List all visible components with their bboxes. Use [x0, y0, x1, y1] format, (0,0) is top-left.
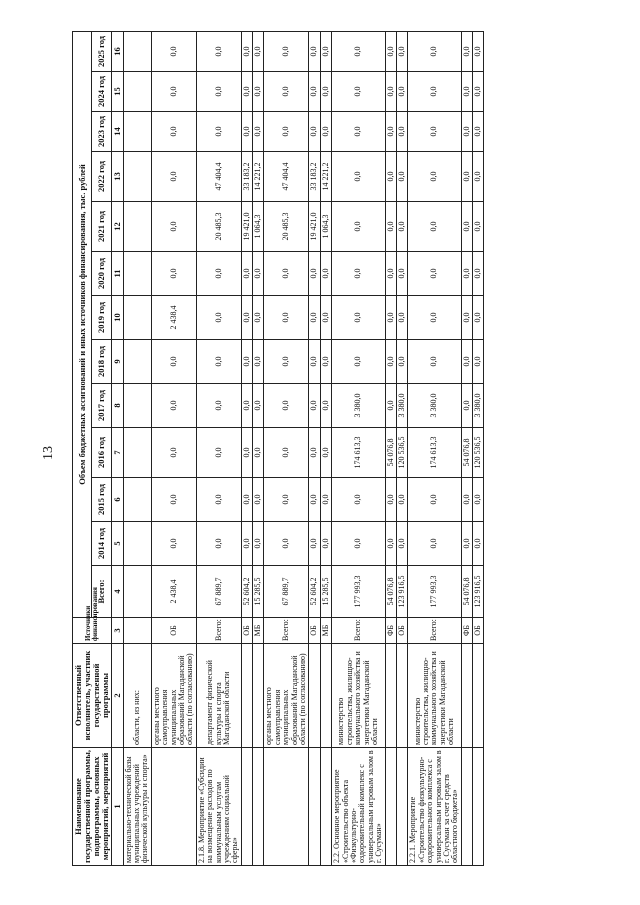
row-value — [123, 31, 151, 71]
row-value: 0,0 — [196, 252, 241, 296]
row-value: 0,0 — [408, 31, 461, 71]
column-number: 10 — [111, 296, 123, 340]
row-value: 0,0 — [264, 112, 309, 152]
row-value: 0,0 — [309, 252, 320, 296]
row-value: 0,0 — [408, 152, 461, 202]
row-value: 0,0 — [151, 152, 196, 202]
row-value: 47 404,4 — [196, 152, 241, 202]
row-value: 0,0 — [151, 72, 196, 112]
header-year: 2020 год — [92, 252, 111, 296]
row-value: 0,0 — [264, 72, 309, 112]
row-value: 0,0 — [408, 112, 461, 152]
row-value: 0,0 — [461, 252, 472, 296]
table-row — [461, 31, 472, 865]
row-name — [473, 748, 484, 866]
row-value: 0,0 — [253, 31, 264, 71]
table-container — [72, 34, 597, 866]
row-value: 0,0 — [385, 252, 396, 296]
row-executor — [320, 644, 331, 748]
table-row — [241, 31, 252, 865]
row-value: 120 536,5 — [396, 428, 407, 478]
row-source: Всего: — [264, 618, 309, 644]
row-value: 0,0 — [196, 522, 241, 566]
column-number: 11 — [111, 252, 123, 296]
row-source: МБ — [253, 618, 264, 644]
column-number: 8 — [111, 384, 123, 428]
column-number: 3 — [111, 618, 123, 644]
table-row — [151, 31, 196, 865]
header-name: Наименование государственной программы, подпрограммы, основных мероприятий, мероприятий — [73, 748, 112, 866]
row-value: 0,0 — [408, 202, 461, 252]
row-value: 0,0 — [408, 296, 461, 340]
row-value: 0,0 — [320, 340, 331, 384]
row-value: 123 916,5 — [396, 566, 407, 618]
row-value: 0,0 — [320, 112, 331, 152]
table-row — [332, 31, 385, 865]
row-value: 0,0 — [196, 478, 241, 522]
table-row — [264, 31, 309, 865]
row-value: 0,0 — [264, 252, 309, 296]
row-value: 0,0 — [332, 478, 385, 522]
row-value: 177 993,3 — [408, 566, 461, 618]
row-value: 20 485,3 — [196, 202, 241, 252]
row-executor: области, из них: — [123, 644, 151, 748]
row-value: 47 404,4 — [264, 152, 309, 202]
row-value: 0,0 — [461, 478, 472, 522]
row-value: 0,0 — [473, 152, 484, 202]
row-value: 0,0 — [241, 428, 252, 478]
row-value: 0,0 — [241, 340, 252, 384]
row-value: 0,0 — [473, 478, 484, 522]
row-value — [123, 202, 151, 252]
row-value: 0,0 — [461, 31, 472, 71]
header-year: 2024 год — [92, 72, 111, 112]
row-value: 174 613,3 — [332, 428, 385, 478]
row-value: 0,0 — [473, 112, 484, 152]
row-executor — [253, 644, 264, 748]
row-source: ФБ — [385, 618, 396, 644]
row-value: 0,0 — [461, 340, 472, 384]
column-number: 9 — [111, 340, 123, 384]
row-value: 0,0 — [241, 72, 252, 112]
row-value: 3 380,0 — [396, 384, 407, 428]
row-source: Всего: — [196, 618, 241, 644]
row-name: 2.2. Основное мероприятие «Строительство объекта «Физкультурно-оздоровительный комплекс с универсальным игровым залом в г. Сусуман» — [332, 748, 385, 866]
row-executor: органы местного самоуправления муниципальных образований Магаданской области (по согласованию) — [264, 644, 309, 748]
row-name: 2.1.8. Мероприятие «Субсидии на возмещение расходов по коммунальным услугам учреждениям социальной сферы» — [196, 748, 241, 866]
row-name — [396, 748, 407, 866]
row-value — [123, 340, 151, 384]
row-value: 33 183,2 — [241, 152, 252, 202]
row-value: 0,0 — [461, 152, 472, 202]
row-source: МБ — [320, 618, 331, 644]
row-executor — [309, 644, 320, 748]
row-value: 3 380,0 — [408, 384, 461, 428]
row-value — [123, 384, 151, 428]
row-value: 0,0 — [264, 384, 309, 428]
header-group-title: Объем бюджетных ассигнований и иных источников финансирования, тыс. рублей — [73, 31, 92, 617]
row-executor — [461, 644, 472, 748]
header-year: 2025 год — [92, 31, 111, 71]
row-value: 0,0 — [151, 478, 196, 522]
row-value: 0,0 — [332, 31, 385, 71]
row-value: 0,0 — [385, 152, 396, 202]
row-value: 0,0 — [264, 428, 309, 478]
column-number: 12 — [111, 202, 123, 252]
header-year: 2016 год — [92, 428, 111, 478]
row-value: 0,0 — [396, 252, 407, 296]
row-value: 0,0 — [196, 340, 241, 384]
table-row — [408, 31, 461, 865]
row-value: 0,0 — [253, 522, 264, 566]
row-value: 14 221,2 — [253, 152, 264, 202]
row-value: 19 421,0 — [241, 202, 252, 252]
column-number: 15 — [111, 72, 123, 112]
row-value: 0,0 — [241, 112, 252, 152]
row-value: 0,0 — [385, 202, 396, 252]
row-name — [385, 748, 396, 866]
row-executor — [473, 644, 484, 748]
row-name — [253, 748, 264, 866]
row-value: 0,0 — [396, 296, 407, 340]
row-value: 0,0 — [385, 340, 396, 384]
row-name — [309, 748, 320, 866]
row-value: 0,0 — [196, 384, 241, 428]
row-value: 0,0 — [253, 384, 264, 428]
page-number: 13 — [41, 446, 56, 460]
row-value: 0,0 — [473, 202, 484, 252]
row-value — [123, 72, 151, 112]
row-value: 2 438,4 — [151, 296, 196, 340]
header-year: 2014 год — [92, 522, 111, 566]
column-number: 6 — [111, 478, 123, 522]
row-value: 0,0 — [151, 31, 196, 71]
row-source: ОБ — [309, 618, 320, 644]
row-value: 0,0 — [385, 478, 396, 522]
row-value: 67 889,7 — [196, 566, 241, 618]
row-value: 0,0 — [461, 202, 472, 252]
row-value: 0,0 — [264, 522, 309, 566]
row-name: материально-технической базы муниципальных учреждений физической культуры и спорта» — [123, 748, 151, 866]
row-value: 0,0 — [461, 112, 472, 152]
row-value: 0,0 — [264, 31, 309, 71]
row-value: 0,0 — [253, 428, 264, 478]
row-value: 0,0 — [396, 72, 407, 112]
row-value: 0,0 — [396, 112, 407, 152]
row-value: 15 285,5 — [320, 566, 331, 618]
row-value: 0,0 — [253, 112, 264, 152]
row-value: 0,0 — [320, 522, 331, 566]
row-value: 0,0 — [196, 296, 241, 340]
table-row — [396, 31, 407, 865]
row-source — [123, 618, 151, 644]
row-value: 0,0 — [473, 31, 484, 71]
row-value: 0,0 — [332, 522, 385, 566]
header-executor: Ответственный исполнитель, участник государственной программы — [73, 644, 112, 748]
row-value: 0,0 — [253, 252, 264, 296]
row-value: 0,0 — [408, 72, 461, 112]
row-value: 0,0 — [241, 522, 252, 566]
row-value: 0,0 — [309, 522, 320, 566]
row-value: 0,0 — [309, 112, 320, 152]
row-value: 0,0 — [473, 296, 484, 340]
row-value: 0,0 — [396, 478, 407, 522]
row-value: 0,0 — [309, 428, 320, 478]
row-value: 0,0 — [461, 384, 472, 428]
row-value: 0,0 — [332, 296, 385, 340]
row-value: 0,0 — [473, 72, 484, 112]
row-value: 0,0 — [320, 428, 331, 478]
column-number: 5 — [111, 522, 123, 566]
row-value: 0,0 — [151, 384, 196, 428]
row-value: 3 380,0 — [332, 384, 385, 428]
row-value: 19 421,0 — [309, 202, 320, 252]
row-value: 3 380,0 — [473, 384, 484, 428]
row-value: 0,0 — [385, 384, 396, 428]
row-value: 0,0 — [396, 152, 407, 202]
row-value: 52 604,2 — [309, 566, 320, 618]
header-year: 2019 год — [92, 296, 111, 340]
row-value: 0,0 — [309, 340, 320, 384]
row-value: 0,0 — [408, 478, 461, 522]
row-value — [123, 478, 151, 522]
row-executor — [385, 644, 396, 748]
row-value: 123 916,5 — [473, 566, 484, 618]
row-source: ОБ — [241, 618, 252, 644]
table-row — [123, 31, 151, 865]
row-value: 0,0 — [241, 384, 252, 428]
row-value: 0,0 — [241, 478, 252, 522]
row-value: 54 076,8 — [385, 428, 396, 478]
row-value: 33 183,2 — [309, 152, 320, 202]
row-value: 54 076,8 — [385, 566, 396, 618]
row-value: 54 076,8 — [461, 566, 472, 618]
header-year: 2015 год — [92, 478, 111, 522]
table-row — [196, 31, 241, 865]
row-value: 0,0 — [264, 296, 309, 340]
row-value: 0,0 — [461, 296, 472, 340]
row-value: 0,0 — [309, 296, 320, 340]
row-value: 0,0 — [385, 522, 396, 566]
row-value: 0,0 — [320, 384, 331, 428]
table-row — [385, 31, 396, 865]
column-number: 7 — [111, 428, 123, 478]
row-value: 174 613,3 — [408, 428, 461, 478]
column-number: 16 — [111, 31, 123, 71]
row-value — [123, 522, 151, 566]
row-value: 0,0 — [196, 112, 241, 152]
row-value: 0,0 — [408, 252, 461, 296]
row-name — [264, 748, 309, 866]
row-value — [123, 296, 151, 340]
finance-table — [72, 31, 484, 866]
row-value: 0,0 — [241, 31, 252, 71]
row-value: 0,0 — [253, 72, 264, 112]
row-executor — [241, 644, 252, 748]
row-value: 0,0 — [320, 252, 331, 296]
row-executor: департамент физической культуры и спорта Магаданской области — [196, 644, 241, 748]
row-value: 0,0 — [264, 340, 309, 384]
row-value: 0,0 — [396, 202, 407, 252]
row-value: 0,0 — [396, 522, 407, 566]
row-source: ФБ — [461, 618, 472, 644]
header-source: Источники финансирования — [73, 618, 112, 644]
row-value: 15 285,5 — [253, 566, 264, 618]
row-value: 0,0 — [320, 296, 331, 340]
row-value: 177 993,3 — [332, 566, 385, 618]
header-year: 2021 год — [92, 202, 111, 252]
row-value: 0,0 — [473, 252, 484, 296]
header-year: 2017 год — [92, 384, 111, 428]
row-value: 0,0 — [408, 522, 461, 566]
row-value: 0,0 — [309, 72, 320, 112]
row-name — [461, 748, 472, 866]
row-value: 0,0 — [461, 522, 472, 566]
row-value: 0,0 — [332, 152, 385, 202]
header-total: Всего: — [92, 566, 111, 618]
row-executor: органы местного самоуправления муниципальных образований Магаданской области (по согласованию) — [151, 644, 196, 748]
row-name — [151, 748, 196, 866]
column-number: 14 — [111, 112, 123, 152]
row-value: 0,0 — [320, 478, 331, 522]
row-name — [241, 748, 252, 866]
row-value: 0,0 — [461, 72, 472, 112]
row-value: 54 076,8 — [461, 428, 472, 478]
row-name: 2.2.1. Мероприятие «Строительство физкультурно-оздоровительного комплекса с универсальным игровым залом в г. Сусуман за счет средств областного бюджета» — [408, 748, 461, 866]
row-value: 0,0 — [385, 296, 396, 340]
row-value: 2 438,4 — [151, 566, 196, 618]
row-value: 0,0 — [309, 384, 320, 428]
row-value: 0,0 — [196, 72, 241, 112]
row-value: 0,0 — [332, 340, 385, 384]
column-number: 13 — [111, 152, 123, 202]
table-row — [253, 31, 264, 865]
row-value: 0,0 — [385, 72, 396, 112]
row-value: 1 064,3 — [253, 202, 264, 252]
column-number: 1 — [111, 748, 123, 866]
row-value: 0,0 — [151, 112, 196, 152]
table-row — [309, 31, 320, 865]
row-value: 0,0 — [396, 31, 407, 71]
column-number: 4 — [111, 566, 123, 618]
row-value: 0,0 — [151, 340, 196, 384]
row-value: 0,0 — [253, 296, 264, 340]
table-row — [320, 31, 331, 865]
header-year: 2022 год — [92, 152, 111, 202]
row-value: 20 485,3 — [264, 202, 309, 252]
row-value: 0,0 — [320, 72, 331, 112]
row-source: ОБ — [396, 618, 407, 644]
row-name — [320, 748, 331, 866]
row-value — [123, 252, 151, 296]
row-value: 0,0 — [151, 252, 196, 296]
row-value: 120 536,5 — [473, 428, 484, 478]
row-executor: министерство строительства, жилищно-коммунального хозяйства и энергетики Магаданской области — [332, 644, 385, 748]
row-value: 0,0 — [196, 31, 241, 71]
row-value: 0,0 — [253, 340, 264, 384]
row-value: 0,0 — [473, 340, 484, 384]
row-value: 0,0 — [332, 202, 385, 252]
row-value: 0,0 — [241, 252, 252, 296]
row-value: 52 604,2 — [241, 566, 252, 618]
row-value: 0,0 — [264, 478, 309, 522]
row-value: 0,0 — [396, 340, 407, 384]
row-value: 0,0 — [309, 31, 320, 71]
row-value: 0,0 — [385, 31, 396, 71]
row-value: 0,0 — [320, 31, 331, 71]
row-value: 0,0 — [253, 478, 264, 522]
row-value: 0,0 — [309, 478, 320, 522]
row-source: ОБ — [151, 618, 196, 644]
header-year: 2023 год — [92, 112, 111, 152]
table-row — [473, 31, 484, 865]
row-value: 14 221,2 — [320, 152, 331, 202]
row-value: 0,0 — [408, 340, 461, 384]
row-value — [123, 566, 151, 618]
row-value — [123, 152, 151, 202]
row-value: 0,0 — [241, 296, 252, 340]
row-value: 0,0 — [196, 428, 241, 478]
row-value: 0,0 — [473, 522, 484, 566]
row-value: 0,0 — [151, 202, 196, 252]
row-executor — [396, 644, 407, 748]
row-value: 67 889,7 — [264, 566, 309, 618]
row-value: 0,0 — [332, 112, 385, 152]
row-value: 1 064,3 — [320, 202, 331, 252]
header-year: 2018 год — [92, 340, 111, 384]
row-value: 0,0 — [332, 252, 385, 296]
row-value: 0,0 — [332, 72, 385, 112]
row-value — [123, 428, 151, 478]
row-source: Всего: — [332, 618, 385, 644]
row-value — [123, 112, 151, 152]
column-number: 2 — [111, 644, 123, 748]
row-value: 0,0 — [151, 428, 196, 478]
row-value: 0,0 — [385, 112, 396, 152]
row-executor: министерство строительства, жилищно-коммунального хозяйства и энергетики Магаданской области — [408, 644, 461, 748]
row-value: 0,0 — [151, 522, 196, 566]
row-source: Всего: — [408, 618, 461, 644]
row-source: ОБ — [473, 618, 484, 644]
